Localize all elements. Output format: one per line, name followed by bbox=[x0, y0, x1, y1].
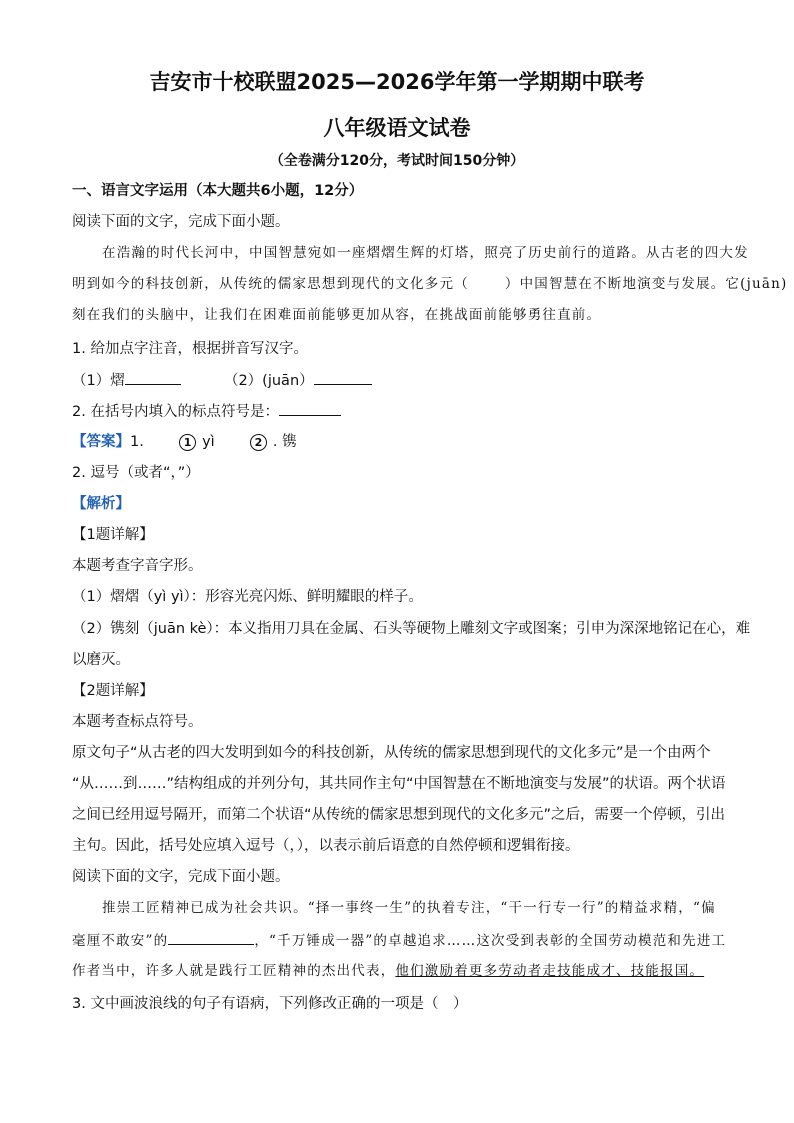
question-2 bbox=[72, 401, 341, 422]
passage2-line2 bbox=[72, 930, 726, 951]
question-3: 3. 文中画波浪线的句子有语病，下列修改正确的一项是（ ） bbox=[72, 996, 468, 1012]
q2-text: 2. 在括号内填入的标点符号是： bbox=[72, 404, 279, 420]
detail1-line3: 以磨灭。 bbox=[72, 652, 130, 668]
passage2-line2-part-b: ，“千万锤成一器”的卓越追求……这次受到表彰的全国劳动模范和先进工 bbox=[254, 933, 727, 949]
reading-instruction-1: 阅读下面的文字，完成下面小题。 bbox=[72, 214, 290, 230]
detail1-line2: （2）镌刻（juān kè）：本义指用刀具在金属、石头等硬物上雕刻文字或图案；引申为深深地铭记在心，难 bbox=[72, 621, 751, 637]
passage1-line2 bbox=[72, 274, 787, 294]
question-1-subitems bbox=[72, 370, 372, 391]
section-heading: 一、语言文字运用（本大题共6小题，12分） bbox=[72, 183, 364, 199]
detail2-line4: 主句。因此，括号处应填入逗号（，），以表示前后语意的自然停顿和逻辑衔接。 bbox=[72, 838, 580, 854]
detail2-intro: 本题考查标点符号。 bbox=[72, 714, 203, 730]
answer-circle-1: 1 bbox=[179, 434, 196, 451]
wavy-underlined-sentence: 他们激励着更多劳动者走技能成才、技能报国。 bbox=[395, 963, 705, 979]
detail1-intro: 本题考查字音字形。 bbox=[72, 558, 203, 574]
detail2-line3: 之间已经用逗号隔开，而第二个状语“从传统的儒家思想到现代的文化多元”之后，需要一个停顿，引出 bbox=[72, 807, 726, 823]
q1-sub1-blank[interactable] bbox=[125, 370, 181, 385]
passage2-line3 bbox=[72, 961, 704, 981]
q1-sub1-label: （1）熠 bbox=[72, 373, 125, 389]
answer-2: . 镌 bbox=[272, 434, 297, 450]
passage2-line3-part-a: 作者当中，许多人就是践行工匠精神的杰出代表， bbox=[72, 963, 396, 979]
detail1-line1: （1）熠熠（yì yì）：形容光亮闪烁、鲜明耀眼的样子。 bbox=[72, 589, 423, 605]
q1-sub2-label: （2）(juān） bbox=[223, 373, 314, 389]
question-1: 1. 给加点字注音，根据拼音写汉字。 bbox=[72, 341, 308, 357]
detail2-line1: 原文句子“从古老的四大发明到如今的科技创新，从传统的儒家思想到现代的文化多元”是一个由两个 bbox=[72, 745, 711, 761]
passage1-line1: 在浩瀚的时代长河中，中国智慧宛如一座熠熠生辉的灯塔，照亮了历史前行的道路。从古老的四大发 bbox=[102, 245, 749, 261]
analysis-label: 【解析】 bbox=[72, 496, 130, 512]
detail2-line2: “从……到……”结构组成的并列分句，其共同作主句“中国智慧在不断地演变与发展”的状语。两个状语 bbox=[72, 776, 726, 792]
passage1-line2-part-b: ）中国智慧在不断地演变与发展。它(juān) bbox=[504, 276, 788, 292]
passage2-line2-part-a: 毫厘不敢安”的 bbox=[72, 933, 169, 949]
answer-label: 【答案】 bbox=[72, 434, 130, 450]
passage2-blank[interactable] bbox=[168, 930, 254, 945]
passage1-line3: 刻在我们的头脑中，让我们在困难面前能够更加从容，在挑战面前能够勇往直前。 bbox=[72, 307, 602, 323]
answer-line-2: 2. 逗号（或者“，”） bbox=[72, 465, 200, 481]
passage1-line2-part-a: 明到如今的科技创新，从传统的儒家思想到现代的文化多元（ bbox=[72, 276, 469, 292]
exam-title: 吉安市十校联盟2025—2026学年第一学期期中联考 bbox=[149, 70, 645, 94]
q1-sub2-blank[interactable] bbox=[314, 370, 372, 385]
detail1-label: 【1题详解】 bbox=[72, 527, 154, 543]
answer-line-1 bbox=[72, 432, 297, 452]
detail2-label: 【2题详解】 bbox=[72, 683, 154, 699]
exam-subtitle: 八年级语文试卷 bbox=[323, 116, 471, 140]
exam-note: （全卷满分120分，考试时间150分钟） bbox=[269, 153, 525, 169]
answer-1: yì bbox=[202, 434, 215, 450]
answer-circle-2: 2 bbox=[250, 434, 267, 451]
passage2-line1: 推崇工匠精神已成为社会共识。“择一事终一生”的执着专注，“干一行专一行”的精益求精，“偏 bbox=[102, 900, 716, 916]
reading-instruction-2: 阅读下面的文字，完成下面小题。 bbox=[72, 869, 290, 885]
q2-blank[interactable] bbox=[279, 401, 341, 416]
answer-number: 1. bbox=[130, 434, 144, 450]
